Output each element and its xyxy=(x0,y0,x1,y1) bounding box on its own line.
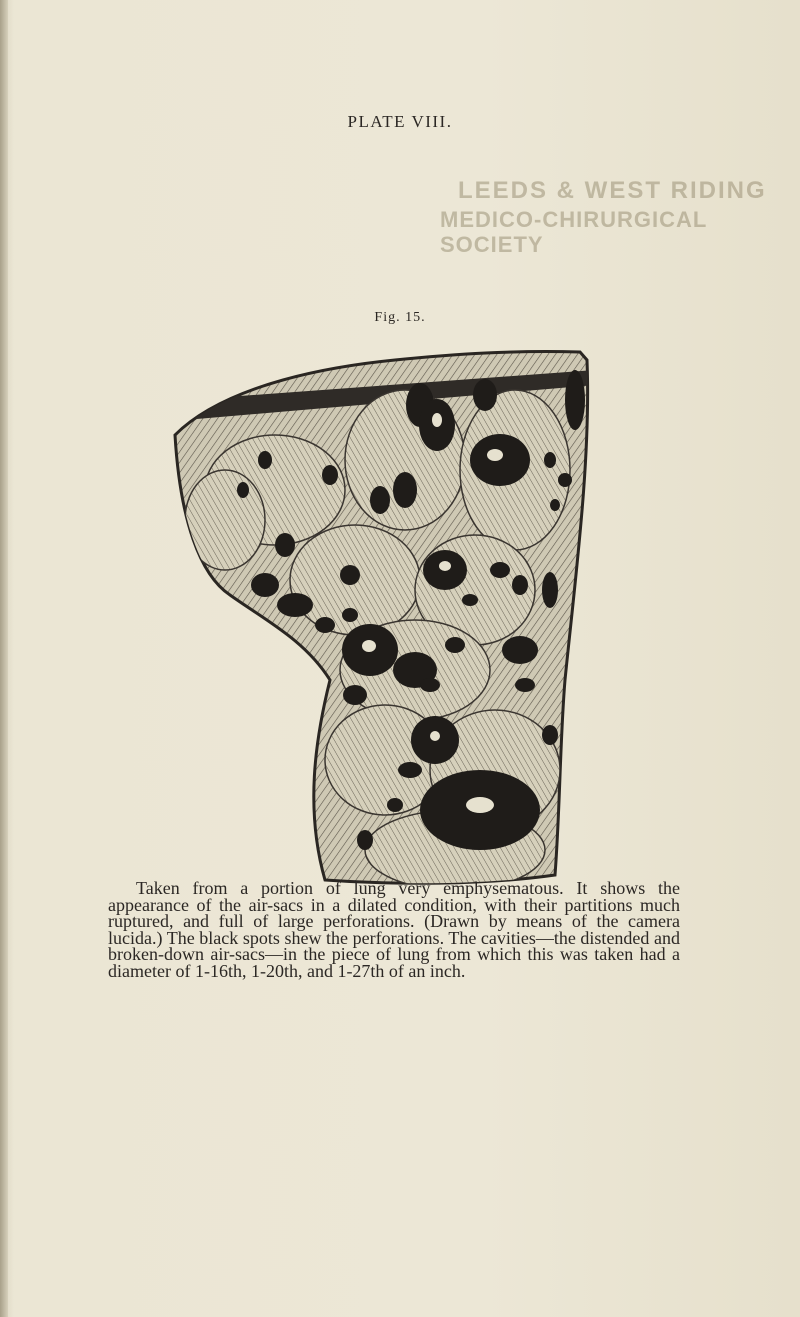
caption-text: Taken from a portion of lung very emphysematous. It shows the appearance of the air-sacs in a dilated condition, with their partitions much ruptured, and full of large perforations. (Drawn by means of the camera lucida.) The black spots shew the perforations. The cavities—the distended and broken-down air-sacs—in the piece of lung from which this was taken had a diameter of 1-16th, 1-20th, and 1-27th of an inch. xyxy=(108,878,680,981)
library-stamp xyxy=(440,178,800,257)
plate-title: PLATE VIII. xyxy=(347,112,453,131)
lung-tissue-illustration xyxy=(155,340,595,885)
page-edge xyxy=(0,0,8,1317)
figure-label: Fig. 15. xyxy=(374,310,426,325)
stamp-line-2: MEDICO-CHIRURGICAL SOCIETY xyxy=(440,207,707,257)
figure-caption xyxy=(108,880,680,979)
stamp-line-1: LEEDS & WEST RIDING xyxy=(458,177,767,204)
